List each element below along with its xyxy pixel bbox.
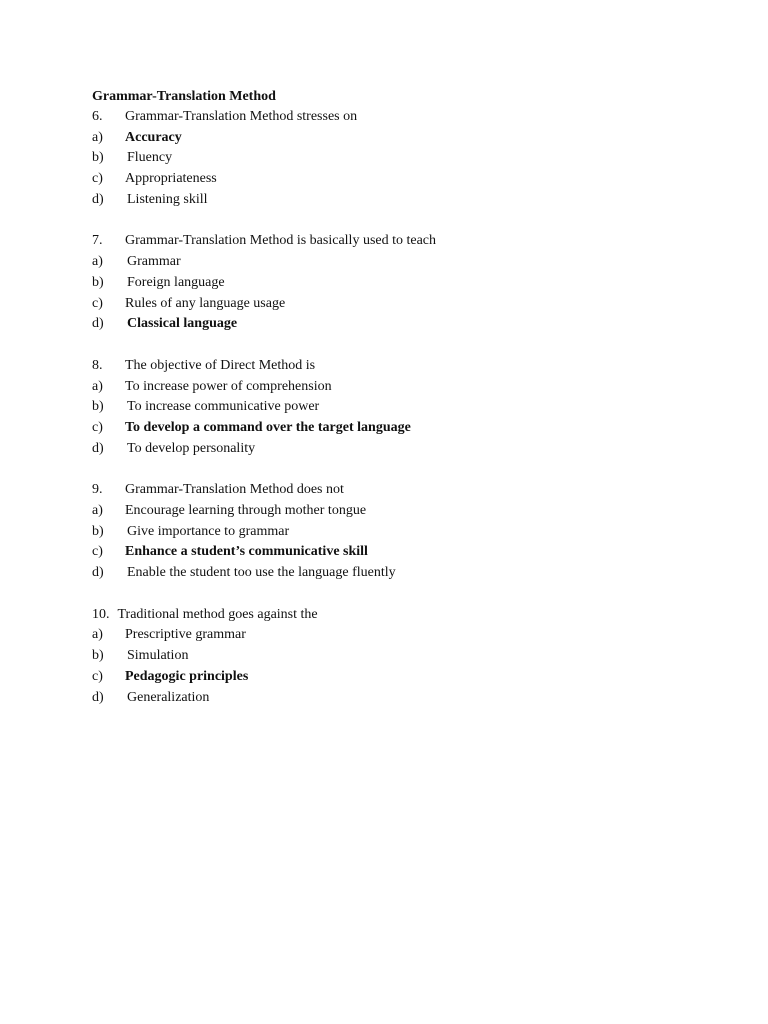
option-letter: a) <box>92 378 103 394</box>
option-text: To increase power of comprehension <box>125 378 332 394</box>
document-page <box>92 86 712 708</box>
question-text: Grammar-Translation Method does not <box>125 482 344 498</box>
option-text: Enable the student too use the language fluently <box>127 565 396 581</box>
option-letter: a) <box>92 129 103 145</box>
option-6b <box>92 148 712 169</box>
question-number: 10. <box>92 606 110 622</box>
spacer <box>92 584 712 605</box>
option-text: Prescriptive grammar <box>125 627 246 643</box>
option-letter: d) <box>92 565 104 581</box>
question-7 <box>92 231 712 252</box>
option-text: Listening skill <box>127 191 208 207</box>
option-text: Appropriateness <box>125 171 217 187</box>
option-text: Simulation <box>127 648 189 664</box>
option-8b <box>92 397 712 418</box>
option-text-answer: Enhance a student’s communicative skill <box>125 544 368 560</box>
option-letter: b) <box>92 648 104 664</box>
option-text-answer: To develop a command over the target language <box>125 419 411 435</box>
option-text: Rules of any language usage <box>125 295 286 311</box>
option-10d <box>92 688 712 709</box>
option-letter: c) <box>92 544 103 560</box>
option-text: Foreign language <box>127 274 225 290</box>
option-7c <box>92 294 712 315</box>
option-letter: b) <box>92 274 104 290</box>
option-letter: d) <box>92 191 104 207</box>
section-heading: Grammar-Translation Method <box>92 89 276 104</box>
question-10 <box>92 605 712 626</box>
question-6 <box>92 107 712 128</box>
option-7a <box>92 252 712 273</box>
option-text: Fluency <box>127 150 173 166</box>
question-8 <box>92 356 712 377</box>
option-7b <box>92 273 712 294</box>
option-text: To increase communicative power <box>127 399 320 415</box>
option-letter: d) <box>92 689 104 705</box>
option-8a <box>92 377 712 398</box>
option-6c <box>92 169 712 190</box>
option-text: Grammar <box>127 254 181 270</box>
spacer <box>92 459 712 480</box>
option-letter: d) <box>92 440 104 456</box>
question-9 <box>92 480 712 501</box>
option-letter: a) <box>92 254 103 270</box>
question-number: 7. <box>92 233 103 249</box>
option-9b <box>92 522 712 543</box>
option-7d <box>92 314 712 335</box>
spacer <box>92 335 712 356</box>
question-text: Traditional method goes against the <box>117 606 318 622</box>
option-letter: c) <box>92 171 103 187</box>
option-letter: c) <box>92 295 103 311</box>
option-6d <box>92 190 712 211</box>
option-6a <box>92 128 712 149</box>
option-text: Encourage learning through mother tongue <box>125 503 367 518</box>
question-number: 8. <box>92 357 103 373</box>
option-text: Generalization <box>127 689 210 705</box>
option-8c <box>92 418 712 439</box>
option-9d <box>92 563 712 584</box>
option-10a <box>92 625 712 646</box>
option-letter: d) <box>92 316 104 332</box>
option-9c <box>92 542 712 563</box>
question-number: 9. <box>92 482 103 498</box>
question-number: 6. <box>92 109 103 124</box>
question-text: Grammar-Translation Method stresses on <box>125 109 358 124</box>
option-text-answer: Classical language <box>127 316 238 332</box>
option-letter: b) <box>92 523 104 539</box>
option-letter: c) <box>92 668 103 684</box>
question-text: The objective of Direct Method is <box>125 357 316 373</box>
option-letter: a) <box>92 503 103 518</box>
option-letter: b) <box>92 150 104 166</box>
option-10b <box>92 646 712 667</box>
option-text: To develop personality <box>127 440 256 456</box>
option-text-answer: Accuracy <box>125 129 182 145</box>
question-text: Grammar-Translation Method is basically used to teach <box>125 233 437 249</box>
option-8d <box>92 439 712 460</box>
option-letter: c) <box>92 419 103 435</box>
option-letter: b) <box>92 399 104 415</box>
spacer <box>92 210 712 231</box>
option-9a <box>92 501 712 522</box>
option-text-answer: Pedagogic principles <box>125 668 249 684</box>
option-text: Give importance to grammar <box>127 523 290 539</box>
option-10c <box>92 667 712 688</box>
option-letter: a) <box>92 627 103 643</box>
